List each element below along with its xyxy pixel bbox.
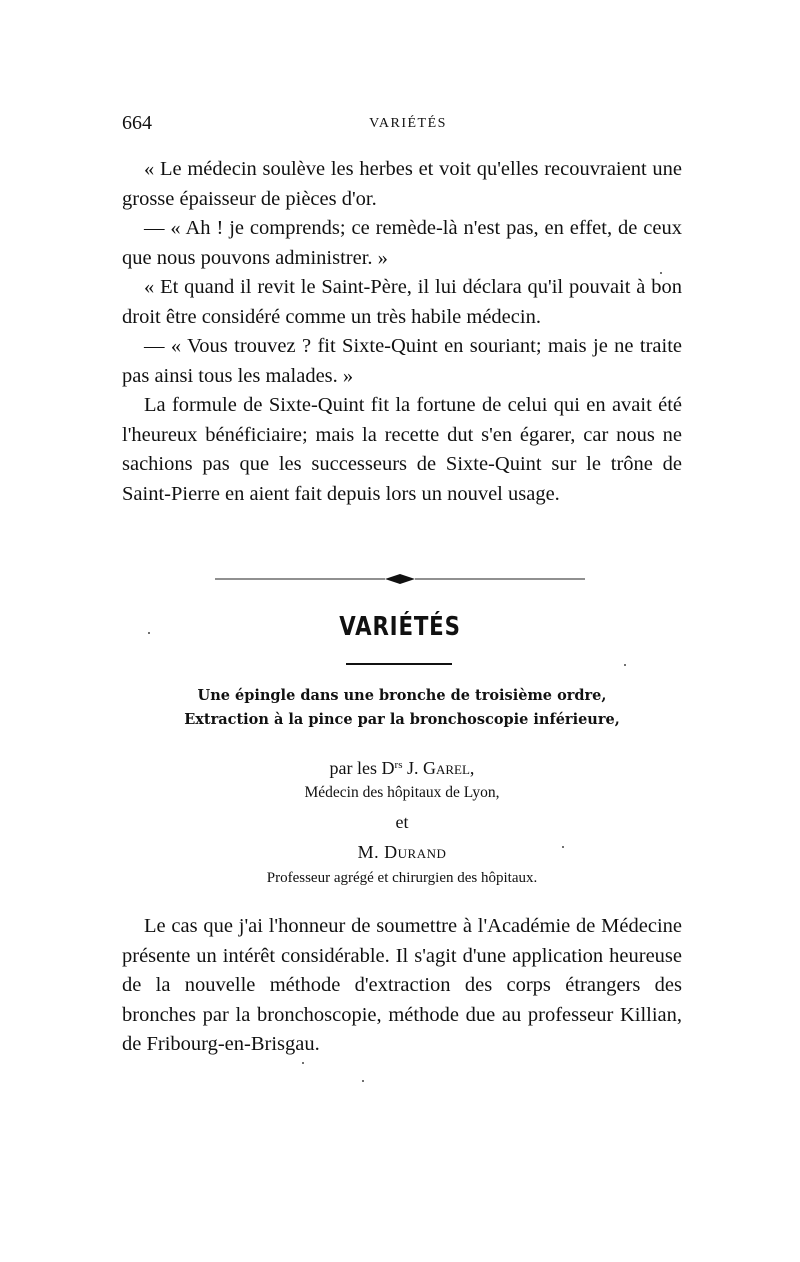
byline-prefix: par les D	[329, 758, 395, 778]
page-number: 664	[122, 112, 152, 134]
byline-authors	[122, 758, 682, 779]
print-speck	[362, 1080, 364, 1082]
print-speck	[302, 1062, 304, 1064]
author-1-role: Médecin des hôpitaux de Lyon,	[304, 784, 500, 801]
paragraph: « Et quand il revit le Saint-Père, il lui déclara qu'il pouvait à bon droit être considéré comme un très habile médecin.	[122, 276, 682, 328]
running-head	[122, 112, 682, 142]
article-title-line-1: Une épingle dans une bronche de troisième ordre,	[197, 687, 607, 704]
article-title	[122, 684, 682, 732]
byline-conjunction: et	[395, 812, 409, 832]
paragraph: La formule de Sixte-Quint fit la fortune de celui qui en avait été l'heureux bénéficiaire; mais la recette dut s'en égarer, car nous ne sachions pas que les successeurs de Sixte-Quint sur le trône de Saint-Pierre en aient fait depuis lors un nouvel usage.	[122, 394, 682, 505]
paragraph: Le cas que j'ai l'honneur de soumettre à l'Académie de Médecine présente un intérêt considérable. Il s'agit d'une application heureuse de la nouvelle méthode d'extraction des corps étrangers des bronches par la bronchoscopie, méthode due au professeur Killian, de Fribourg-en-Brisgau.	[122, 915, 682, 1055]
print-speck	[624, 664, 626, 666]
print-speck	[148, 632, 150, 634]
author-2-name: M. Durand	[357, 842, 447, 862]
paragraph: « Le médecin soulève les herbes et voit qu'elles recouvraient une grosse épaisseur de pièces d'or.	[122, 158, 682, 210]
title-underline	[346, 663, 452, 665]
article-title-line-2: Extraction à la pince par la bronchoscopie inférieure,	[184, 711, 620, 728]
bottom-text-block	[122, 912, 682, 1060]
print-speck	[562, 846, 564, 848]
paragraph: — « Ah ! je comprends; ce remède-là n'est pas, en effet, de ceux que nous pouvons administrer. »	[122, 217, 682, 269]
paragraph: — « Vous trouvez ? fit Sixte-Quint en souriant; mais je ne traite pas ainsi tous les malades. »	[122, 335, 682, 387]
print-speck	[660, 272, 662, 274]
author-1-name: J. Garel,	[406, 758, 475, 778]
section-title: VARIÉTÉS	[339, 612, 461, 642]
section-divider-ornament	[215, 573, 585, 585]
author-2-role: Professeur agrégé et chirurgien des hôpitaux.	[266, 870, 538, 886]
byline-superscript: rs	[394, 759, 403, 771]
top-text-block	[122, 155, 682, 509]
running-title: VARIÉTÉS	[369, 116, 447, 131]
